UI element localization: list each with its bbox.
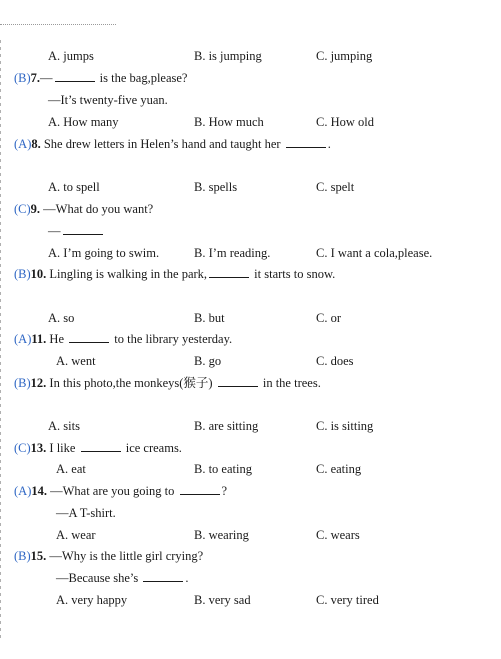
q10-number: 10. <box>30 267 47 281</box>
q15-response: —Because she’s . <box>56 571 189 585</box>
q8-option-c: C. spelt <box>316 180 355 194</box>
q10-option-b: B. but <box>194 311 225 325</box>
q7-response: —It’s twenty-five yuan. <box>48 93 168 107</box>
q15-option-a: A. very happy <box>56 593 128 607</box>
q14-response: —A T-shirt. <box>56 506 116 520</box>
q8-number: 8. <box>31 137 41 151</box>
binding-margin-marks <box>0 40 1 640</box>
q14-option-a: A. wear <box>56 528 96 542</box>
q12-answer: (B) <box>14 376 31 390</box>
q9-option-a: A. I’m going to swim. <box>48 246 160 260</box>
q14-stem: (A)14. —What are you going to ? <box>14 484 228 498</box>
q7-number: 7. <box>30 71 41 85</box>
q14-number: 14. <box>31 484 47 498</box>
answer-blank <box>180 483 220 495</box>
answer-blank <box>81 440 121 452</box>
q13-option-c: C. eating <box>316 462 362 476</box>
q15-stem: (B)15. —Why is the little girl crying? <box>14 549 204 563</box>
q12-stem: (B)12. In this photo,the monkeys(猴子) in the trees. <box>14 376 321 390</box>
q11-stem: (A)11. He to the library yesterday. <box>14 332 233 346</box>
q9-option-b: B. I’m reading. <box>194 246 271 260</box>
q14-answer: (A) <box>14 484 32 498</box>
q8-stem: (A)8. She drew letters in Helen’s hand and taught her . <box>14 137 331 151</box>
q9-response: — <box>48 223 105 239</box>
q7-option-c: C. How old <box>316 115 374 129</box>
q12-option-c: C. is sitting <box>316 419 374 433</box>
top-dotted-rule <box>0 24 116 25</box>
q12-option-b: B. are sitting <box>194 419 259 433</box>
q8-option-a: A. to spell <box>48 180 100 194</box>
q12-option-a: A. sits <box>48 419 80 433</box>
q15-answer: (B) <box>14 549 31 563</box>
q13-answer: (C) <box>14 441 31 455</box>
q9-number: 9. <box>30 202 41 216</box>
q13-option-b: B. to eating <box>194 462 252 476</box>
q7-option-a: A. How many <box>48 115 119 129</box>
q10-option-c: C. or <box>316 311 341 325</box>
answer-blank <box>63 223 103 235</box>
q12-number: 12. <box>30 376 47 390</box>
answer-blank <box>69 331 109 343</box>
q7-stem: (B)7.— is the bag,please? <box>14 71 188 85</box>
q8-answer: (A) <box>14 137 32 151</box>
answer-blank <box>218 375 258 387</box>
q11-option-a: A. went <box>56 354 96 368</box>
q7-option-b: B. How much <box>194 115 264 129</box>
q11-number: 11. <box>31 332 47 346</box>
q6-option-c: C. jumping <box>316 49 373 63</box>
q11-option-c: C. does <box>316 354 354 368</box>
q15-number: 15. <box>30 549 47 563</box>
q11-option-b: B. go <box>194 354 222 368</box>
answer-blank <box>286 136 326 148</box>
q14-option-c: C. wears <box>316 528 360 542</box>
q14-option-b: B. wearing <box>194 528 249 542</box>
q13-option-a: A. eat <box>56 462 86 476</box>
q9-answer: (C) <box>14 202 31 216</box>
q6-option-a: A. jumps <box>48 49 94 63</box>
q6-option-b: B. is jumping <box>194 49 262 63</box>
q11-answer: (A) <box>14 332 32 346</box>
answer-blank <box>209 266 249 278</box>
q10-answer: (B) <box>14 267 31 281</box>
q9-option-c: C. I want a cola,please. <box>316 246 433 260</box>
answer-blank <box>55 70 95 82</box>
q10-option-a: A. so <box>48 311 75 325</box>
q15-option-b: B. very sad <box>194 593 251 607</box>
q15-option-c: C. very tired <box>316 593 379 607</box>
answer-blank <box>143 570 183 582</box>
q13-stem: (C)13. I like ice creams. <box>14 441 182 455</box>
q9-stem: (C)9. —What do you want? <box>14 202 154 216</box>
q7-answer: (B) <box>14 71 31 85</box>
q10-stem: (B)10. Lingling is walking in the park, it starts to snow. <box>14 267 336 281</box>
q13-number: 13. <box>30 441 47 455</box>
q8-option-b: B. spells <box>194 180 238 194</box>
